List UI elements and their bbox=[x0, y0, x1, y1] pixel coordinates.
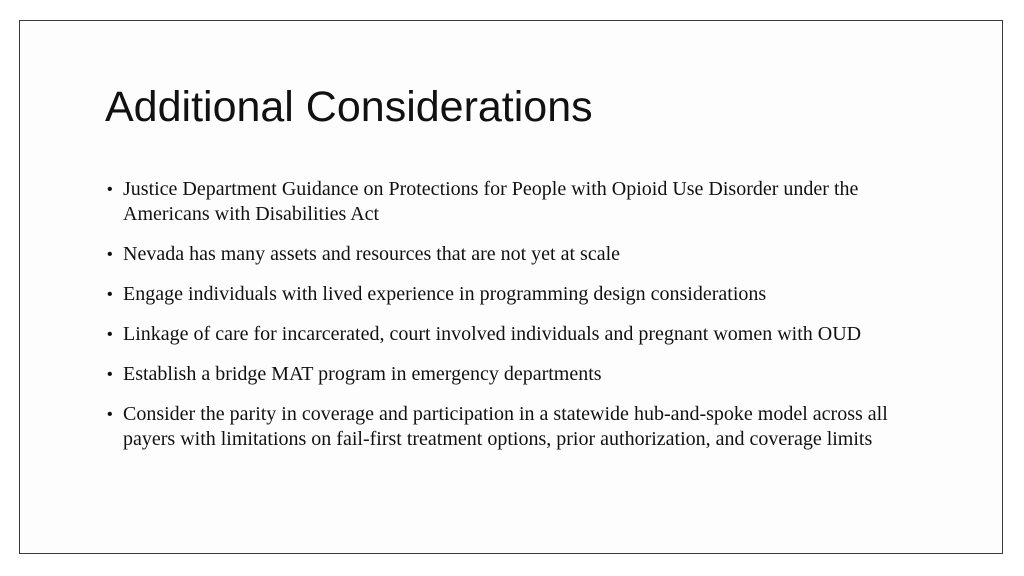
bullet-text: Linkage of care for incarcerated, court involved individuals and pregnant women with OUD bbox=[123, 323, 862, 345]
bullet-text: Justice Department Guidance on Protections for People with Opioid Use Disorder under the Americans with Disabilities Act bbox=[123, 178, 859, 225]
bullet-dot-icon: • bbox=[107, 406, 113, 423]
slide-frame bbox=[19, 20, 1003, 554]
bullet-item bbox=[107, 282, 907, 307]
bullet-text: Consider the parity in coverage and participation in a statewide hub-and-spoke model across all payers with limitations on fail-first treatment options, prior authorization, and coverage limits bbox=[123, 403, 888, 450]
bullet-item bbox=[107, 402, 907, 452]
bullet-dot-icon: • bbox=[107, 366, 113, 383]
bullet-dot-icon: • bbox=[107, 286, 113, 303]
bullet-list bbox=[107, 177, 907, 452]
bullet-item bbox=[107, 177, 907, 227]
bullet-item bbox=[107, 242, 907, 267]
slide-title: Additional Considerations bbox=[105, 83, 593, 131]
bullet-dot-icon: • bbox=[107, 181, 113, 198]
bullet-text: Nevada has many assets and resources that are not yet at scale bbox=[123, 243, 621, 265]
bullet-dot-icon: • bbox=[107, 326, 113, 343]
bullet-item bbox=[107, 362, 907, 387]
bullet-item bbox=[107, 322, 907, 347]
bullet-text: Engage individuals with lived experience in programming design considerations bbox=[123, 283, 767, 305]
bullet-dot-icon: • bbox=[107, 246, 113, 263]
bullet-text: Establish a bridge MAT program in emergency departments bbox=[123, 363, 602, 385]
